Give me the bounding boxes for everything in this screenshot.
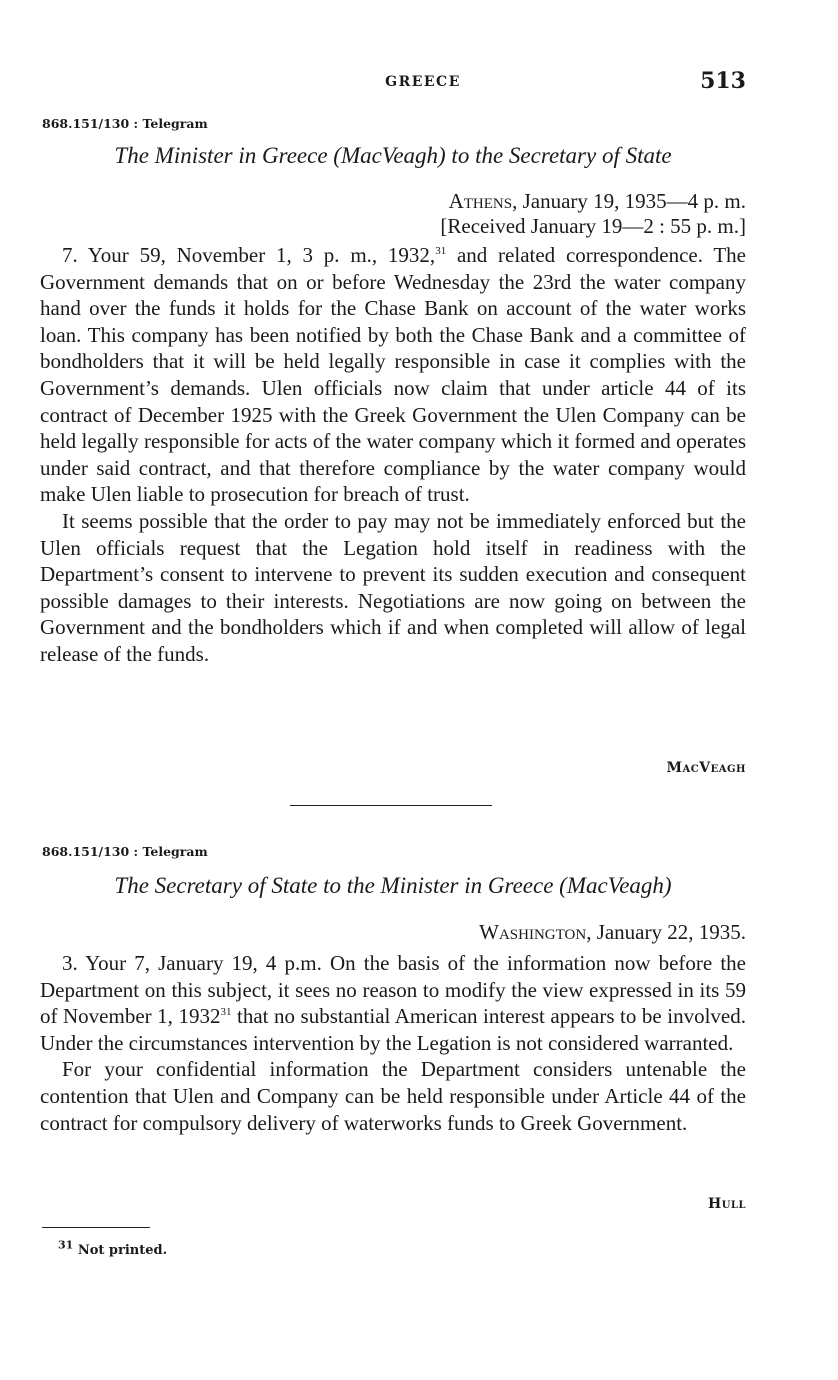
telegram-body	[40, 242, 746, 668]
telegram-body	[40, 950, 746, 1136]
running-head	[40, 70, 746, 100]
paragraph: 3. Your 7, January 19, 4 p.m. On the basis of the information now before the Department on this subject, it sees no reason to modify the view expressed in its 59 of November 1, 1932$^{31}$ that no substantial American interest appears to be involved. Under the circumstances intervention by the Legation is not considered warranted.	[40, 951, 746, 1055]
paragraph: 7. Your 59, November 1, 3 p. m., 1932,31 and related correspondence. The Government demands that on or before Wednesday the 23rd the water company hand over the funds it holds for the Chase Bank on account of the water works loan. This company has been notified by both the Chase Bank and a committee of bondholders that it will be held legally responsible in case it complies with the Government’s demands. Ulen officials now claim that under article 44 of its contract of December 1925 with the Greek Government the Ulen Company can be held legally responsible for acts of the water company which it formed and operates under said contract, and that therefore compliance by the water company would make Ulen liable to prosecution for breach of trust.	[40, 243, 747, 507]
dateline-date: , January 19, 1935—4 p. m.	[512, 189, 746, 213]
footnote-text: Not printed.	[73, 1243, 168, 1258]
section-divider	[290, 805, 492, 806]
page-number: 513	[700, 68, 746, 94]
footnote-ref: 31	[435, 245, 447, 257]
footnote-number: 31	[58, 1238, 74, 1252]
dateline-place: Washington	[479, 920, 587, 944]
footnote-ref: 31	[220, 1006, 232, 1019]
dateline-date: , January 22, 1935.	[586, 920, 746, 944]
document-title: The Minister in Greece (MacVeagh) to the Secretary of State	[114, 143, 672, 168]
footnote-divider	[42, 1227, 150, 1228]
signature: Hull	[707, 1196, 746, 1212]
document-title: The Secretary of State to the Minister in Greece (MacVeagh)	[114, 873, 672, 898]
running-head-title: GREECE	[385, 74, 461, 90]
dateline	[449, 189, 746, 214]
file-number: 868.151/130 : Telegram	[42, 844, 208, 859]
dateline	[479, 920, 746, 945]
footnote	[58, 1238, 168, 1258]
received-line: [Received January 19—2 : 55 p. m.]	[440, 214, 746, 238]
paragraph: It seems possible that the order to pay may not be immediately enforced but the Ulen officials request that the Legation hold itself in readiness with the Department’s consent to intervene to prevent its sudden execution and consequent possible damages to their interests. Negotiations are now going on between the Government and the bondholders which if and when completed will allow of legal release of the funds.	[40, 508, 746, 666]
signature: MacVeagh	[666, 760, 746, 776]
file-number: 868.151/130 : Telegram	[42, 116, 208, 131]
dateline-place: Athens	[448, 189, 513, 213]
paragraph: For your confidential information the Department considers untenable the contention that Ulen and Company can be held responsible under Article 44 of the contract for compulsory delivery of waterworks funds to Greek Government.	[40, 1057, 746, 1135]
